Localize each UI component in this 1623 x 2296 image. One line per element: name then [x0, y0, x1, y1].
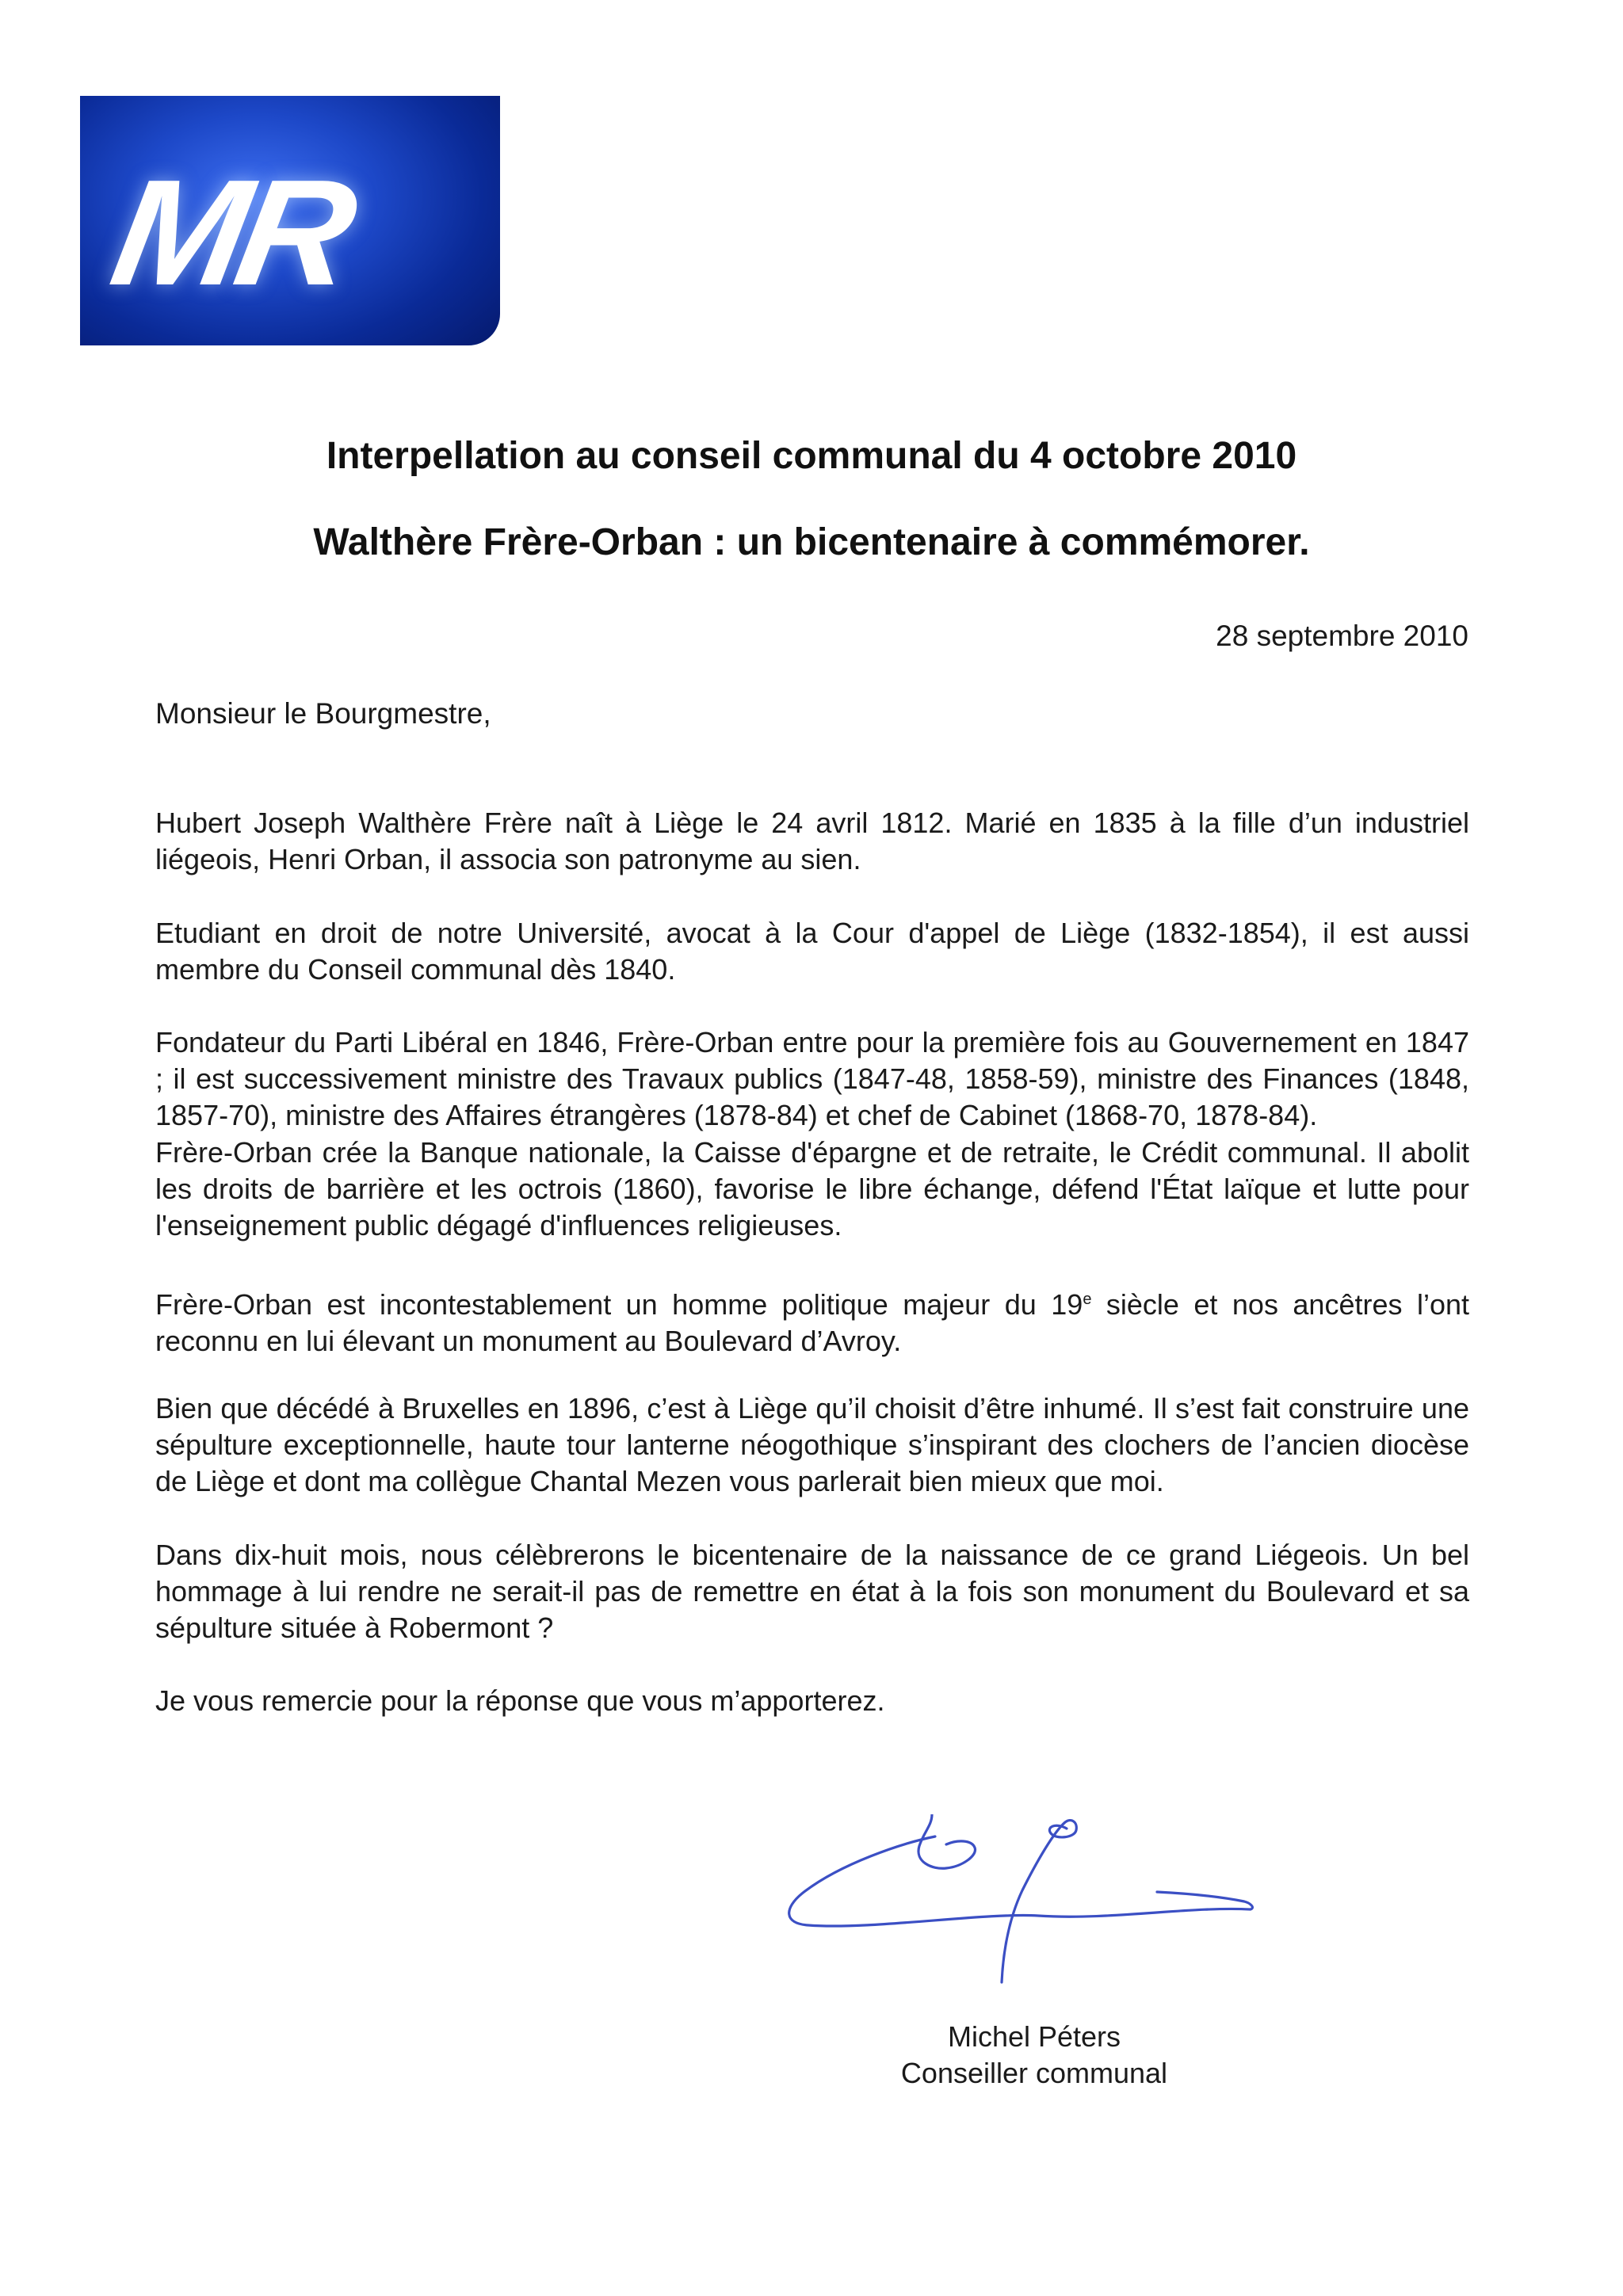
- paragraph-achievements: Frère-Orban crée la Banque nationale, la Caisse d'épargne et de retraite, le Crédit communal. Il abolit les droits de barrière et les octrois (1860), favorise le libre échange, défend l'État laïque et lutte pour l'enseignement public dégagé d'influences religieuses.: [155, 1136, 1469, 1241]
- century-superscript: e: [1083, 1291, 1092, 1308]
- paragraph-monument: [155, 1281, 1469, 1360]
- document-title: Interpellation au conseil communal du 4 octobre 2010: [326, 435, 1297, 477]
- handwritten-signature: [777, 1814, 1268, 2012]
- paragraph-education: Etudiant en droit de notre Université, avocat à la Cour d'appel de Liège (1832-1854), il est aussi membre du Conseil communal dès 1840.: [155, 917, 1469, 986]
- salutation: Monsieur le Bourgmestre,: [155, 697, 491, 730]
- document-subtitle: Walthère Frère-Orban : un bicentenaire à commémorer.: [313, 521, 1310, 563]
- signatory-name: Michel Péters: [947, 2020, 1121, 2053]
- paragraph-monument-text-a: Frère-Orban est incontestablement un homme politique majeur du 19: [155, 1288, 1083, 1321]
- paragraph-burial: Bien que décédé à Bruxelles en 1896, c’est à Liège qu’il choisit d’être inhumé. Il s’est fait construire une sépulture exceptionnelle, haute tour lanterne néogothique s’inspirant des clochers de l’ancien diocèse de Liège et dont ma collègue Chantal Mezen vous parlerait bien mieux que moi.: [155, 1392, 1469, 1497]
- letter-date: 28 septembre 2010: [1216, 620, 1468, 652]
- paragraph-closing: Je vous remercie pour la réponse que vous m’apporterez.: [155, 1684, 885, 1717]
- mr-party-logo: [80, 96, 500, 345]
- paragraph-monument-text-b: siècle et nos ancêtres l’ont reconnu en lui élevant un monument au Boulevard d’Avroy.: [155, 1288, 1469, 1357]
- paragraph-political-career: Fondateur du Parti Libéral en 1846, Frère-Orban entre pour la première fois au Gouvernement en 1847 ; il est successivement ministre des Travaux publics (1847-48, 1858-59), ministre des Finances (1848, 1857-70), ministre des Affaires étrangères (1878-84) et chef de Cabinet (1868-70, 1878-84).: [155, 1026, 1469, 1131]
- signatory-role: Conseiller communal: [900, 2057, 1168, 2089]
- mr-logo-lettering: MR: [101, 149, 361, 317]
- paragraph-birth: Hubert Joseph Walthère Frère naît à Liège le 24 avril 1812. Marié en 1835 à la fille d’un industriel liégeois, Henri Orban, il associa son patronyme au sien.: [155, 807, 1469, 875]
- paragraph-bicentenary-proposal: Dans dix-huit mois, nous célèbrerons le bicentenaire de la naissance de ce grand Liégeois. Un bel hommage à lui rendre ne serait-il pas de remettre en état à la fois son monument du Boulevard et sa sépulture située à Robermont ?: [155, 1539, 1469, 1644]
- signatory-block: [872, 2019, 1197, 2092]
